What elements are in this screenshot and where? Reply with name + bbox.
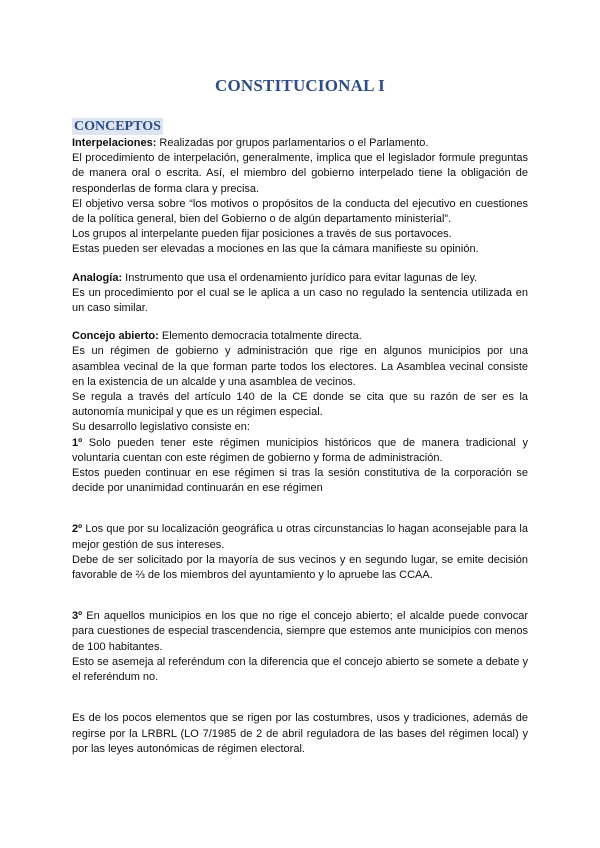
- item-marker: 2º: [72, 523, 83, 536]
- numbered-item-1: [72, 436, 528, 466]
- paragraph-concejo-def: [72, 329, 528, 344]
- definition-text: Realizadas por grupos parlamentarios o el Parlamento.: [156, 137, 429, 149]
- paragraph-interpelaciones-def: [72, 136, 528, 151]
- paragraph: Estos pueden continuar en ese régimen si tras la sesión constitutiva de la corporación se decide por unanimidad continuarán en ese régimen: [72, 467, 528, 495]
- item-text: En aquellos municipios en los que no rige el concejo abierto; el alcalde puede convocar para cuestiones de especial trascendencia, siempre que estemos ante municipios con menos de 100 habitantes.: [72, 610, 528, 653]
- term-analogia: Analogía:: [72, 271, 123, 284]
- paragraph: Su desarrollo legislativo consiste en:: [72, 421, 250, 434]
- paragraph: Debe de ser solicitado por la mayoría de sus vecinos y en segundo lugar, se emite decisión favorable de ⅔ de los miembros del ayuntamiento y lo apruebe las CCAA.: [72, 553, 528, 582]
- definition-text: Elemento democracia totalmente directa.: [158, 330, 362, 343]
- term-interpelaciones: Interpelaciones:: [72, 137, 157, 149]
- paragraph: Es un procedimiento por el cual se le aplica a un caso no regulado la sentencia utilizada en un caso similar.: [72, 286, 528, 315]
- paragraph: El procedimiento de interpelación, generalmente, implica que el legislador formule preguntas de manera oral o escrita. Así, el miembro del gobierno interpelado tiene la obligación de responderlas de forma clara y precisa.: [72, 152, 528, 195]
- numbered-item-2: [72, 522, 528, 552]
- item-text: Solo pueden tener este régimen municipios históricos que de manera tradicional y voluntaria cuentan con este régimen de gobierno y forma de administración.: [72, 436, 528, 464]
- numbered-item-3: [72, 609, 528, 655]
- item-text: Los que por su localización geográfica u otras circunstancias lo hagan aconsejable para la mejor gestión de sus intereses.: [72, 523, 528, 551]
- document-title: CONSTITUCIONAL I: [215, 76, 385, 95]
- section-heading: CONCEPTOS: [74, 119, 161, 134]
- paragraph: Los grupos al interpelante pueden fijar posiciones a través de sus portavoces.: [72, 228, 452, 241]
- definition-text: Instrumento que usa el ordenamiento jurídico para evitar lagunas de ley.: [122, 271, 478, 284]
- document-body: [72, 136, 528, 757]
- paragraph: Esto se asemeja al referéndum con la diferencia que el concejo abierto se somete a debate y el referéndum no.: [72, 655, 528, 684]
- paragraph: El objetivo versa sobre “los motivos o propósitos de la conducta del ejecutivo en cuestiones de la política general, bien del Gobierno o de algún departamento ministerial”.: [72, 197, 528, 226]
- paragraph-analogia-def: [72, 271, 528, 286]
- term-concejo-abierto: Concejo abierto:: [72, 330, 159, 343]
- paragraph: Se regula a través del artículo 140 de la CE donde se cita que su razón de ser es la autonomía municipal y que es un régimen especial.: [72, 391, 528, 419]
- paragraph: Es de los pocos elementos que se rigen por las costumbres, usos y tradiciones, además de regirse por la LRBRL (LO 7/1985 de 2 de abril reguladora de las bases del régimen local) y por las leyes autonómicas de régimen electoral.: [72, 712, 528, 755]
- paragraph: Es un régimen de gobierno y administración que rige en algunos municipios por una asamblea vecinal de la que forman parte todos los electores. La Asamblea vecinal consiste en la existencia de un alcalde y una asamblea de vecinos.: [72, 345, 528, 388]
- item-marker: 3º: [72, 610, 83, 623]
- paragraph: Estas pueden ser elevadas a mociones en las que la cámara manifieste su opinión.: [72, 243, 479, 256]
- item-marker: 1º: [72, 436, 83, 449]
